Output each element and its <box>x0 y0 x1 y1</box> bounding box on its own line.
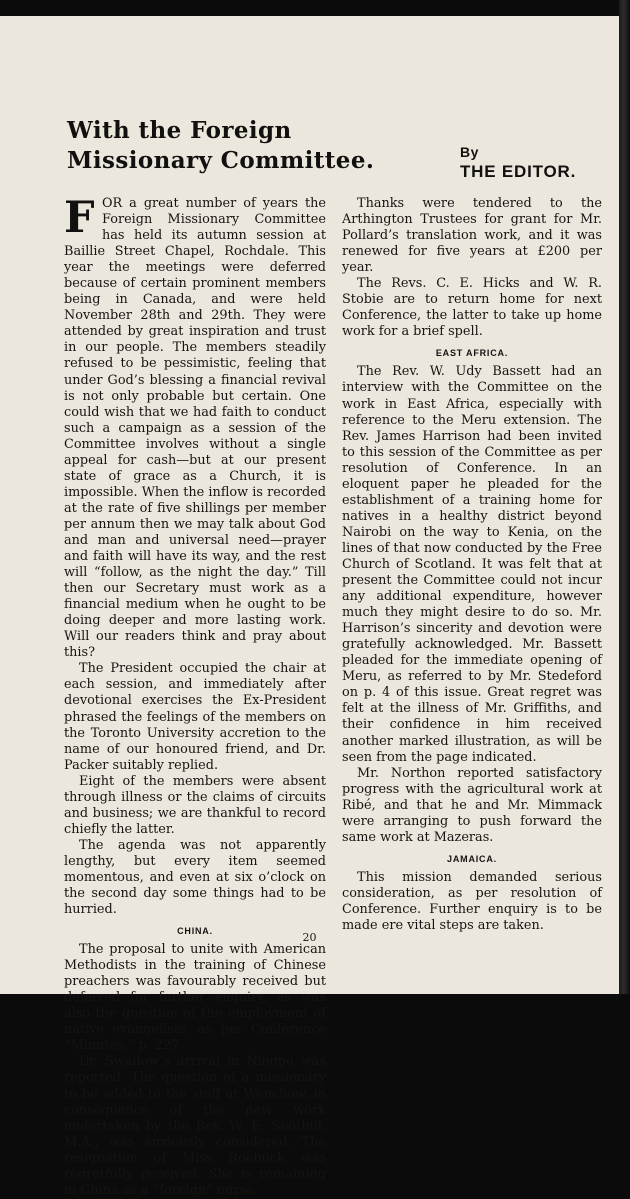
byline <box>460 143 576 183</box>
paragraph-china-2: Dr. Swallow’s arrival in Ningpo was reported. The question of a missionary to be added to the staff at Wenchow, in consequence of the new work undertaken by the Rev. W. E. Soothill, M.A., was anxiously considered. The resignation of Miss Roebuck was regretfully received. She is remaining in China as a “foreign” nurse. <box>64 1054 326 1198</box>
paragraph-africa-2: Mr. Northon reported satisfactory progress with the agricultural work at Ribé, and that he and Mr. Mimmack were arranging to push forward the same work at Mazeras. <box>342 765 602 845</box>
paragraph-president: The President occupied the chair at each session, and immediately after devotional exercises the Ex-President phrased the feelings of the members on the Toronto University accretion to the name of our honoured friend, and Dr. Packer suitably replied. <box>64 661 326 773</box>
paragraph-agenda: The agenda was not apparently lengthy, but every item seemed momentous, and even at six o’clock on the second day some things had to be hurried. <box>64 837 326 918</box>
heading-east-africa: EAST AFRICA. <box>435 348 509 359</box>
title-line-2: Missionary Committee. <box>67 147 375 174</box>
byline-by: By <box>460 144 479 160</box>
title-line-1: With the Foreign <box>67 117 292 144</box>
paragraph-africa-1: The Rev. W. Udy Bassett had an interview with the Committee on the work in East Africa, especially with reference to the Meru extension. The Rev. James Harrison had been invited to this session of the Committee as per resolution of Conference. In an eloquent paper he pleaded for the establishment of a training home for natives in a healthy district beyond Nairobi on the way to Kenia, on the lines of that now conducted by the Free Church of Scotland. It was felt that at present the Committee could not incur any additional expenditure, however much they might desire to do so. Mr. Harrison’s sincerity and devotion were gratefully acknowledged. Mr. Bassett pleaded for the immediate opening of Meru, as referred to by Mr. Stedeford on p. 4 of this issue. Great regret was felt at the illness of Mr. Griffiths, and their confidence in him received another marked illustration, as will be seen from the page indicated. <box>342 364 602 765</box>
drop-cap: F <box>64 193 95 243</box>
paragraph-china-1: The proposal to unite with American Methodists in the training of Chinese preachers was favourably received but deferred for further enquiry, as was also the question of the employment of native evangelists, as per Conference “Minutes,” p. 227. <box>64 942 326 1054</box>
byline-author: THE EDITOR. <box>460 162 577 181</box>
paragraph-china-4: The Revs. C. E. Hicks and W. R. Stobie are to return home for next Conference, the latter to take up home work for a brief spell. <box>342 276 602 340</box>
text-column-right <box>342 196 602 934</box>
intro-text: OR a great number of years the Foreign Missionary Committee has held its autumn session at Baillie Street Chapel, Rochdale. This year the meetings were deferred because of certain prominent members being in Canada, and were held November 28th and 29th. They were attended by great inspiration and trust in our people. The members steadily refused to be pessimistic, feeling that under God’s blessing a financial revival is not only probable but certain. One could wish that we had faith to conduct such a campaign as a session of the Committee involves without a single appeal for cash—but at our present state of grace as a Church, it is impossible. When the inflow is recorded at the rate of five shillings per member per annum then we may talk about God and man and universal need—prayer and faith will have its way, and the rest will “follow, as the night the day.” Till then our Secretary must work as a financial medium when he ought to be doing deeper and more lasting work. Will our readers think and pray about this? <box>64 196 326 661</box>
paragraph-absent: Eight of the members were absent through illness or the claims of circuits and business; we are thankful to record chiefly the latter. <box>64 773 326 837</box>
intro-paragraph <box>64 193 326 661</box>
page-edge-shadow <box>619 0 630 994</box>
page-number: 20 <box>302 931 317 944</box>
heading-china: CHINA. <box>177 926 213 937</box>
text-column-left <box>64 193 326 1199</box>
article-title <box>67 116 375 176</box>
magazine-page <box>0 16 619 1198</box>
heading-jamaica: JAMAICA. <box>447 853 497 864</box>
paragraph-china-3: Thanks were tendered to the Arthington Trustees for grant for Mr. Pollard’s translation work, and it was renewed for five years at £200 per year. <box>342 196 602 276</box>
paragraph-jamaica: This mission demanded serious consideration, as per resolution of Conference. Further enquiry is to be made ere vital steps are taken. <box>342 869 602 933</box>
